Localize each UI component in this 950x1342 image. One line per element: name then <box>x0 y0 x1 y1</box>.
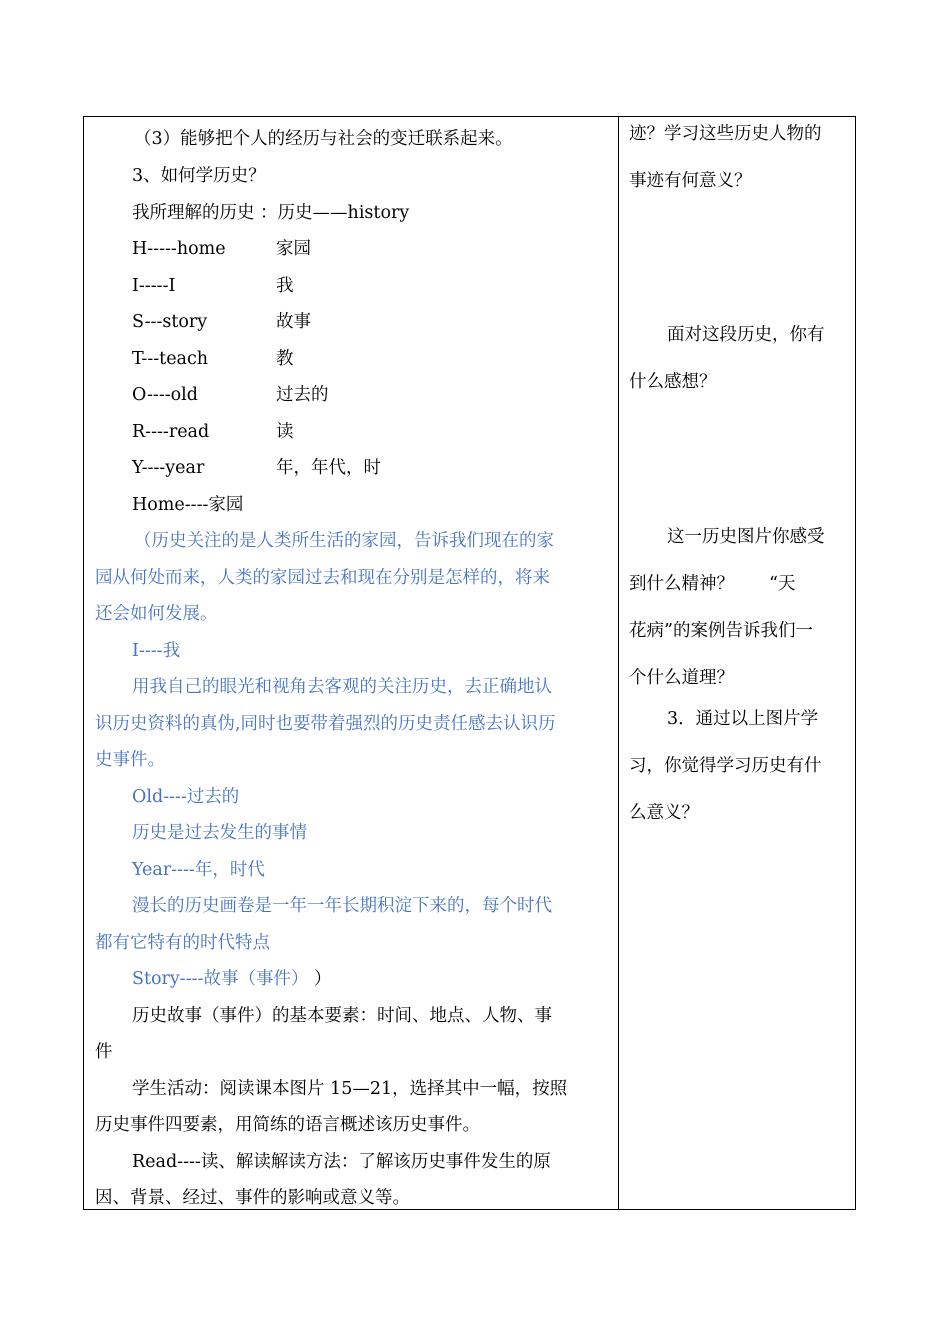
left-line-23-tail: ） <box>314 969 332 989</box>
right-line-0: 迹？学习这些历史人物的 <box>629 124 822 144</box>
left-line-24: 历史故事（事件）的基本要素：时间、地点、人物、事 <box>132 1006 552 1026</box>
right-line-4: 这一历史图片你感受 <box>667 527 825 547</box>
column-divider <box>618 117 619 1209</box>
left-line-7: O----old <box>132 385 198 405</box>
right-line-7: 个什么道理？ <box>629 668 734 688</box>
left-line-15: 用我自己的眼光和视角去客观的关注历史，去正确地认 <box>132 677 552 697</box>
lesson-table <box>83 116 856 1210</box>
left-line-20: Year----年，时代 <box>132 860 265 880</box>
right-line-6: 花病”的案例告诉我们一 <box>629 621 813 641</box>
left-line-13: 还会如何发展。 <box>95 604 218 624</box>
left-line-3: H-----home <box>132 239 226 259</box>
right-line-9: 习，你觉得学习历史有什 <box>629 756 822 776</box>
left-line-0: （3）能够把个人的经历与社会的变迁联系起来。 <box>134 129 513 149</box>
left-line-21: 漫长的历史画卷是一年一年长期积淀下来的，每个时代 <box>132 896 552 916</box>
left-line-8: R----read <box>132 422 210 442</box>
left-line-3-meaning: 家园 <box>276 239 311 259</box>
left-line-22: 都有它特有的时代特点 <box>95 933 270 953</box>
left-line-25: 件 <box>95 1042 113 1062</box>
left-line-10: Home----家园 <box>132 495 244 515</box>
left-line-17: 史事件。 <box>95 750 165 770</box>
left-line-5-meaning: 故事 <box>276 312 311 332</box>
right-line-5: 到什么精神？ “天 <box>629 574 796 594</box>
left-line-4: I-----I <box>132 276 176 296</box>
right-line-3: 什么感想？ <box>629 372 717 392</box>
left-line-2: 我所理解的历史 ：历史——history <box>132 203 410 223</box>
left-line-7-meaning: 过去的 <box>276 385 329 405</box>
left-line-9: Y----year <box>132 458 205 478</box>
left-line-14: I----我 <box>132 641 181 661</box>
left-line-29: 因、背景、经过、事件的影响或意义等。 <box>95 1188 410 1208</box>
left-line-4-meaning: 我 <box>276 276 294 296</box>
right-line-1: 事迹有何意义？ <box>629 171 752 191</box>
left-line-18: Old----过去的 <box>132 787 240 807</box>
left-line-11: （历史关注的是人类所生活的家园，告诉我们现在的家 <box>134 531 554 551</box>
left-line-12: 园从何处而来，人类的家园过去和现在分别是怎样的，将来 <box>95 568 550 588</box>
left-line-6-meaning: 教 <box>276 349 294 369</box>
left-line-26: 学生活动：阅读课本图片 15—21，选择其中一幅，按照 <box>132 1079 568 1099</box>
left-line-27: 历史事件四要素，用简练的语言概述该历史事件。 <box>95 1115 480 1135</box>
right-line-10: 么意义？ <box>629 803 699 823</box>
left-line-23: Story----故事（事件） <box>132 969 309 989</box>
left-line-28: Read----读、解读解读方法：了解该历史事件发生的原 <box>132 1152 551 1172</box>
left-line-6: T---teach <box>132 349 209 369</box>
left-line-19: 历史是过去发生的事情 <box>132 823 307 843</box>
left-line-9-meaning: 年，年代，时 <box>276 458 381 478</box>
left-line-5: S---story <box>132 312 208 332</box>
right-line-2: 面对这段历史，你有 <box>667 325 825 345</box>
left-line-16: 识历史资料的真伪,同时也要带着强烈的历史责任感去认识历 <box>95 714 556 734</box>
left-line-1: 3、如何学历史？ <box>132 166 266 186</box>
right-line-8: 3．通过以上图片学 <box>667 709 819 729</box>
left-line-8-meaning: 读 <box>276 422 294 442</box>
